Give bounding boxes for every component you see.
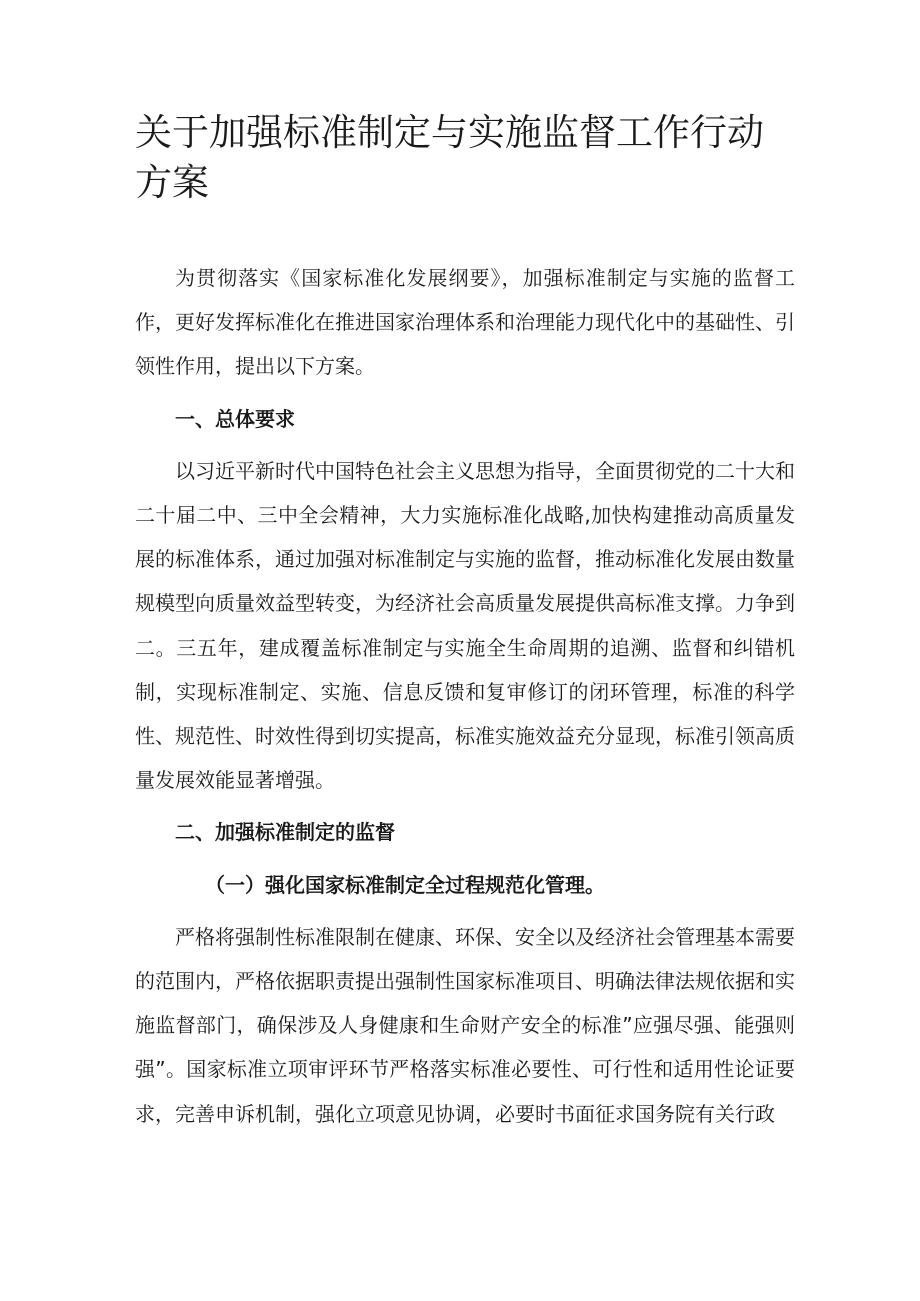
intro-paragraph: 为贯彻落实《国家标准化发展纲要》，加强标准制定与实施的监督工作，更好发挥标准化在推进国家治理体系和治理能力现代化中的基础性、引领性作用，提出以下方案。 [135, 266, 795, 379]
spacer [135, 907, 795, 915]
subsection-heading-national-standards: （一）强化国家标准制定全过程规范化管理。 [205, 872, 605, 897]
section-heading-general-requirements: 一、总体要求 [175, 406, 295, 431]
spacer [135, 441, 795, 449]
spacer [135, 389, 795, 397]
general-requirements-paragraph: 以习近平新时代中国特色社会主义思想为指导，全面贯彻党的二十大和二十届二中、三中全会精神，大力实施标准化战略,加快构建推动高质量发展的标准体系，通过加强对标准制定与实施的监督，推动标准化发展由数量规模型向质量效益型转变，为经济社会高质量发展提供高标准支撑。力争到二。三五年，建成覆盖标准制定与实施全生命周期的追溯、监督和纠错机制，实现标准制定、实施、信息反馈和复审修订的闭环管理，标准的科学性、规范性、时效性得到切实提高，标准实施效益充分显现，标准引领高质量发展效能显著增强。 [135, 458, 795, 793]
spacer [135, 855, 795, 863]
spacer [135, 802, 795, 810]
section-heading-standard-formulation: 二、加强标准制定的监督 [175, 820, 395, 845]
national-standards-paragraph: 严格将强制性标准限制在健康、环保、安全以及经济社会管理基本需要的范围内，严格依据职责提出强制性国家标准项目、明确法律法规依据和实施监督部门，确保涉及人身健康和生命财产安全的标准”应强尽强、能强则强”。国家标准立项审评环节严格落实标准必要性、可行性和适用性论证要求，完善申诉机制，强化立项意见协调，必要时书面征求国务院有关行政 [135, 924, 795, 1126]
document-body [135, 256, 795, 1136]
document-title: 关于加强标准制定与实施监督工作行动方案 [135, 111, 764, 204]
